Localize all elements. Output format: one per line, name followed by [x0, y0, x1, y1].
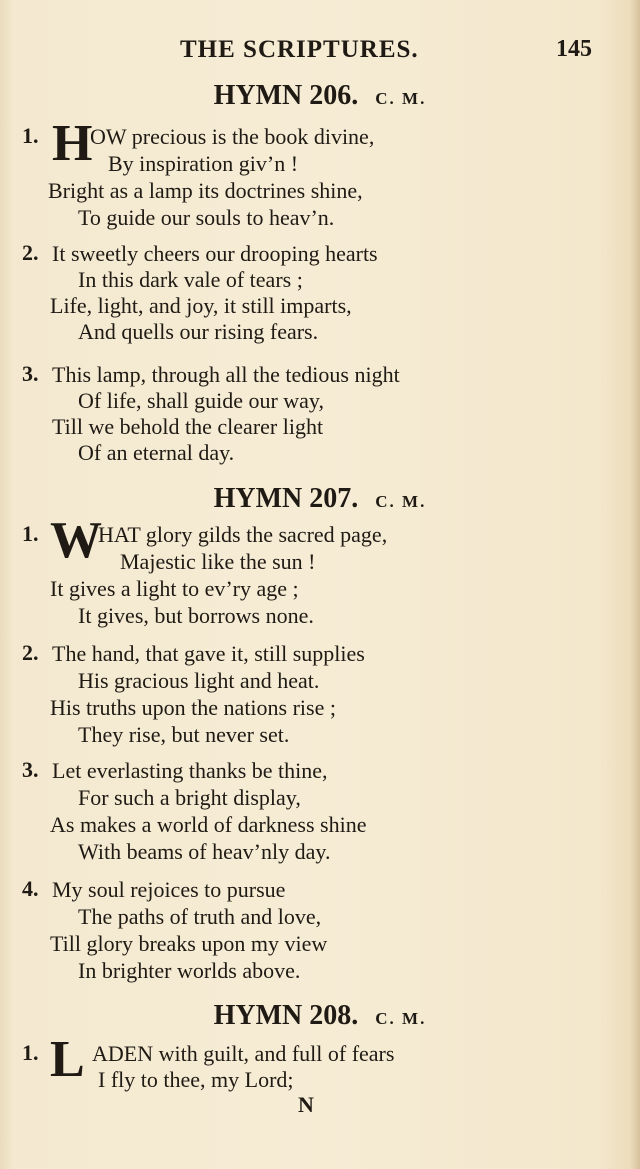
verse-line: This lamp, through all the tedious night [52, 362, 400, 387]
verse-line: In brighter worlds above. [78, 958, 301, 983]
verse-line: Till we behold the clearer light [52, 414, 324, 439]
hymn-heading-208 [0, 1000, 640, 1032]
verse-line: Majestic like the sun ! [120, 549, 316, 574]
signature-mark: N [298, 1092, 314, 1117]
stanza-number: 1. [22, 521, 39, 546]
verse-line: His truths upon the nations rise ; [50, 695, 336, 720]
hymn-heading-206 [0, 80, 640, 112]
stanza-number: 3. [22, 361, 39, 386]
stanza-number: 2. [22, 240, 39, 265]
stanza-number: 1. [22, 1040, 39, 1065]
verse-line: In this dark vale of tears ; [78, 267, 303, 292]
verse-line: The hand, that gave it, still supplies [52, 641, 365, 666]
drop-cap: L [50, 1031, 85, 1088]
running-head [0, 36, 640, 70]
page-number: 145 [556, 36, 592, 62]
verse-line: His gracious light and heat. [78, 668, 320, 693]
drop-cap: H [52, 115, 93, 172]
verse-line: My soul rejoices to pursue [52, 877, 286, 902]
hymn-title: HYMN 207. [213, 483, 359, 514]
verse-line: It gives, but borrows none. [78, 603, 314, 628]
verse-line: Of an eternal day. [78, 440, 235, 465]
verse-line: Bright as a lamp its doctrines shine, [48, 178, 363, 203]
hymn-meter: C. M. [375, 89, 427, 108]
verse-line: They rise, but never set. [78, 722, 290, 747]
stanza-number: 1. [22, 123, 39, 148]
verse-line: HAT glory gilds the sacred page, [98, 522, 388, 547]
page-edge-shadow [630, 0, 640, 1169]
verse-line: The paths of truth and love, [78, 904, 322, 929]
verse-line: Of life, shall guide our way, [78, 388, 325, 413]
hymn-title: HYMN 208. [213, 1000, 359, 1031]
verse-line: By inspiration giv’n ! [108, 151, 299, 176]
verse-line: I fly to thee, my Lord; [98, 1067, 294, 1092]
verse-line: Life, light, and joy, it still imparts, [50, 293, 352, 318]
verse-line: To guide our souls to heav’n. [78, 205, 335, 230]
stanza-number: 3. [22, 757, 39, 782]
stanza-number: 4. [22, 876, 39, 901]
verse-line: And quells our rising fears. [78, 319, 319, 344]
running-title: THE SCRIPTURES. [180, 36, 419, 63]
drop-cap: W [50, 512, 102, 569]
verse-line: Till glory breaks upon my view [50, 931, 328, 956]
hymn-title: HYMN 206. [213, 80, 359, 111]
verse-line: It gives a light to ev’ry age ; [50, 576, 299, 601]
verse-line: It sweetly cheers our drooping hearts [52, 241, 378, 266]
verse-line: As makes a world of darkness shine [50, 812, 367, 837]
verse-line: Let everlasting thanks be thine, [52, 758, 328, 783]
verse-line: OW precious is the book divine, [90, 124, 375, 149]
hymn-heading-207 [0, 483, 640, 515]
verse-line: With beams of heav’nly day. [78, 839, 331, 864]
stanza-number: 2. [22, 640, 39, 665]
verse-line: For such a bright display, [78, 785, 301, 810]
hymn-meter: C. M. [375, 1009, 427, 1028]
hymn-meter: C. M. [375, 492, 427, 511]
verse-line: ADEN with guilt, and full of fears [92, 1041, 395, 1066]
